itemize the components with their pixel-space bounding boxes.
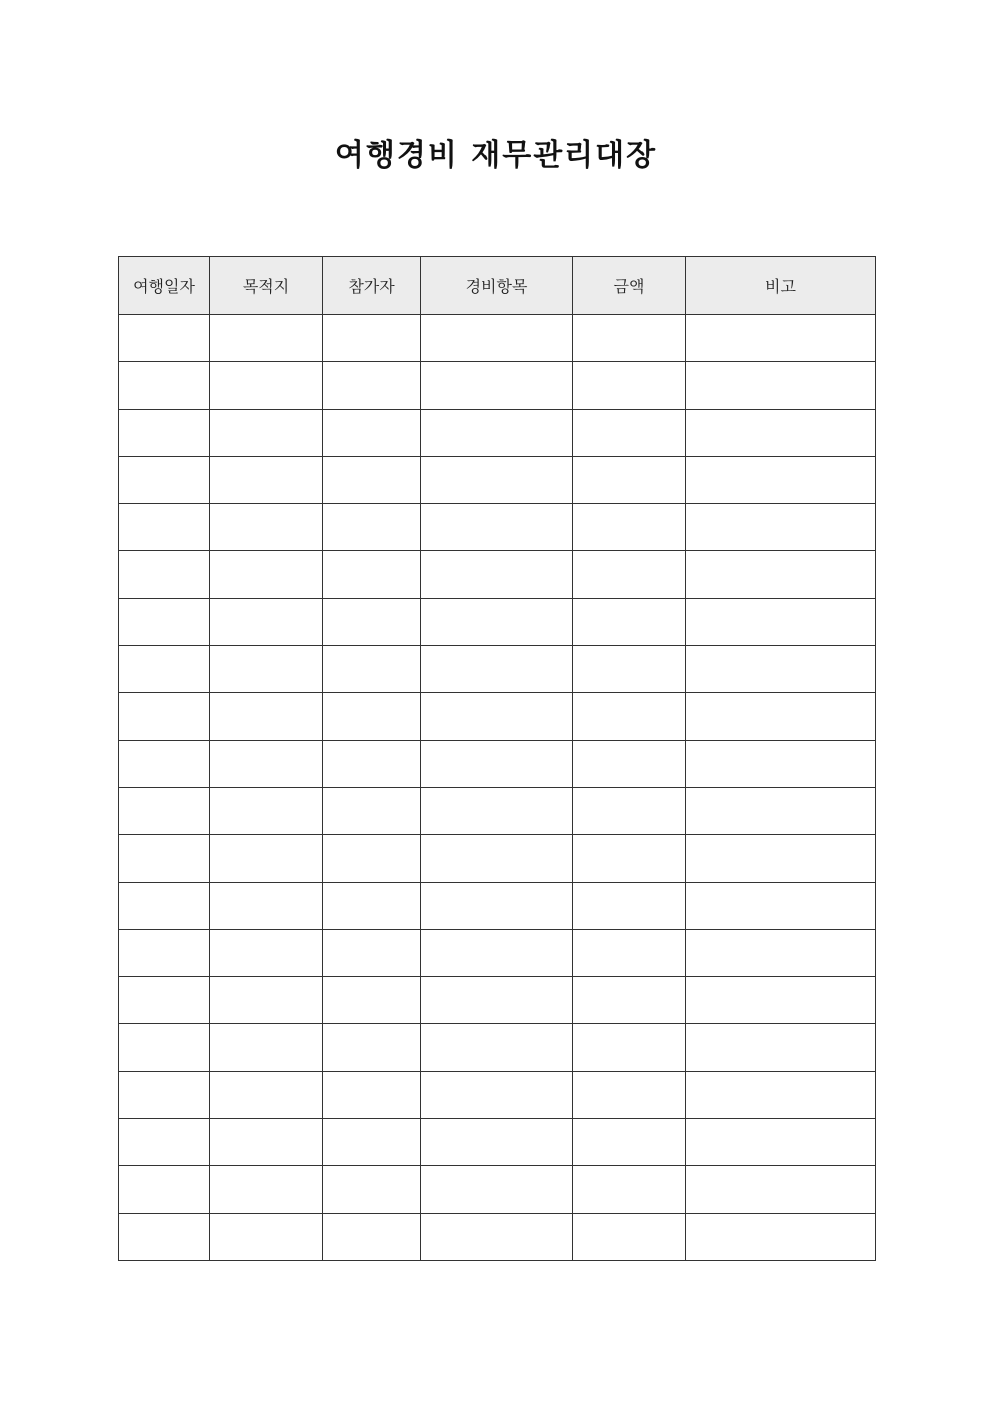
table-row <box>119 504 876 551</box>
cell-travel-date[interactable] <box>119 315 210 362</box>
cell-amount[interactable] <box>573 504 686 551</box>
document-title: 여행경비 재무관리대장 <box>334 138 658 173</box>
cell-participants[interactable] <box>323 1119 421 1166</box>
cell-participants[interactable] <box>323 646 421 693</box>
cell-remarks[interactable] <box>686 929 876 976</box>
cell-amount[interactable] <box>573 693 686 740</box>
cell-amount[interactable] <box>573 315 686 362</box>
cell-destination[interactable] <box>210 787 323 834</box>
cell-remarks[interactable] <box>686 504 876 551</box>
cell-amount[interactable] <box>573 835 686 882</box>
cell-amount[interactable] <box>573 456 686 503</box>
cell-destination[interactable] <box>210 362 323 409</box>
cell-amount[interactable] <box>573 740 686 787</box>
cell-travel-date[interactable] <box>119 551 210 598</box>
cell-travel-date[interactable] <box>119 1024 210 1071</box>
table-row <box>119 693 876 740</box>
cell-participants[interactable] <box>323 1166 421 1213</box>
cell-travel-date[interactable] <box>119 456 210 503</box>
cell-travel-date[interactable] <box>119 1071 210 1118</box>
cell-remarks[interactable] <box>686 1166 876 1213</box>
table-row <box>119 409 876 456</box>
cell-remarks[interactable] <box>686 1119 876 1166</box>
cell-participants[interactable] <box>323 882 421 929</box>
cell-travel-date[interactable] <box>119 882 210 929</box>
table-row <box>119 1213 876 1260</box>
cell-travel-date[interactable] <box>119 646 210 693</box>
cell-destination[interactable] <box>210 977 323 1024</box>
table-row <box>119 929 876 976</box>
cell-expense-item[interactable] <box>421 882 573 929</box>
cell-participants[interactable] <box>323 787 421 834</box>
cell-remarks[interactable] <box>686 787 876 834</box>
cell-participants[interactable] <box>323 1071 421 1118</box>
cell-remarks[interactable] <box>686 882 876 929</box>
column-header-expense-item: 경비항목 <box>421 257 573 315</box>
expense-ledger-table <box>118 256 876 1261</box>
cell-destination[interactable] <box>210 646 323 693</box>
table-row <box>119 1166 876 1213</box>
cell-travel-date[interactable] <box>119 787 210 834</box>
cell-travel-date[interactable] <box>119 1213 210 1260</box>
cell-participants[interactable] <box>323 693 421 740</box>
cell-expense-item[interactable] <box>421 1119 573 1166</box>
cell-amount[interactable] <box>573 1024 686 1071</box>
cell-amount[interactable] <box>573 1166 686 1213</box>
table-row <box>119 598 876 645</box>
cell-amount[interactable] <box>573 882 686 929</box>
cell-amount[interactable] <box>573 929 686 976</box>
cell-remarks[interactable] <box>686 1213 876 1260</box>
cell-travel-date[interactable] <box>119 740 210 787</box>
column-header-amount: 금액 <box>573 257 686 315</box>
cell-expense-item[interactable] <box>421 787 573 834</box>
cell-destination[interactable] <box>210 1166 323 1213</box>
cell-amount[interactable] <box>573 598 686 645</box>
cell-destination[interactable] <box>210 740 323 787</box>
table-row <box>119 835 876 882</box>
cell-participants[interactable] <box>323 740 421 787</box>
cell-remarks[interactable] <box>686 835 876 882</box>
cell-remarks[interactable] <box>686 456 876 503</box>
cell-participants[interactable] <box>323 315 421 362</box>
cell-amount[interactable] <box>573 1119 686 1166</box>
table-row <box>119 1119 876 1166</box>
cell-destination[interactable] <box>210 1071 323 1118</box>
cell-remarks[interactable] <box>686 1071 876 1118</box>
ledger-body <box>119 315 876 1261</box>
cell-travel-date[interactable] <box>119 977 210 1024</box>
cell-expense-item[interactable] <box>421 1024 573 1071</box>
cell-remarks[interactable] <box>686 646 876 693</box>
cell-expense-item[interactable] <box>421 693 573 740</box>
cell-expense-item[interactable] <box>421 551 573 598</box>
cell-remarks[interactable] <box>686 693 876 740</box>
cell-expense-item[interactable] <box>421 1213 573 1260</box>
table-row <box>119 315 876 362</box>
table-row <box>119 646 876 693</box>
cell-travel-date[interactable] <box>119 1119 210 1166</box>
cell-travel-date[interactable] <box>119 693 210 740</box>
cell-destination[interactable] <box>210 882 323 929</box>
cell-destination[interactable] <box>210 315 323 362</box>
cell-destination[interactable] <box>210 693 323 740</box>
cell-amount[interactable] <box>573 787 686 834</box>
cell-expense-item[interactable] <box>421 1071 573 1118</box>
cell-participants[interactable] <box>323 929 421 976</box>
table-row <box>119 456 876 503</box>
cell-amount[interactable] <box>573 1213 686 1260</box>
cell-destination[interactable] <box>210 1213 323 1260</box>
cell-travel-date[interactable] <box>119 504 210 551</box>
cell-participants[interactable] <box>323 1024 421 1071</box>
cell-travel-date[interactable] <box>119 1166 210 1213</box>
table-row <box>119 787 876 834</box>
cell-expense-item[interactable] <box>421 740 573 787</box>
table-row <box>119 977 876 1024</box>
cell-travel-date[interactable] <box>119 409 210 456</box>
cell-expense-item[interactable] <box>421 362 573 409</box>
table-row <box>119 882 876 929</box>
cell-remarks[interactable] <box>686 362 876 409</box>
cell-destination[interactable] <box>210 835 323 882</box>
cell-expense-item[interactable] <box>421 977 573 1024</box>
cell-amount[interactable] <box>573 646 686 693</box>
table-row <box>119 551 876 598</box>
table-row <box>119 740 876 787</box>
cell-expense-item[interactable] <box>421 929 573 976</box>
cell-expense-item[interactable] <box>421 504 573 551</box>
cell-participants[interactable] <box>323 835 421 882</box>
cell-amount[interactable] <box>573 1071 686 1118</box>
cell-destination[interactable] <box>210 1119 323 1166</box>
cell-destination[interactable] <box>210 929 323 976</box>
cell-remarks[interactable] <box>686 1024 876 1071</box>
cell-expense-item[interactable] <box>421 1166 573 1213</box>
cell-remarks[interactable] <box>686 409 876 456</box>
cell-expense-item[interactable] <box>421 456 573 503</box>
cell-remarks[interactable] <box>686 598 876 645</box>
cell-amount[interactable] <box>573 409 686 456</box>
cell-expense-item[interactable] <box>421 598 573 645</box>
cell-destination[interactable] <box>210 504 323 551</box>
table-row <box>119 1071 876 1118</box>
column-header-participants: 참가자 <box>323 257 421 315</box>
cell-destination[interactable] <box>210 551 323 598</box>
cell-participants[interactable] <box>323 504 421 551</box>
column-header-remarks: 비고 <box>686 257 876 315</box>
cell-remarks[interactable] <box>686 315 876 362</box>
cell-expense-item[interactable] <box>421 646 573 693</box>
column-header-destination: 목적지 <box>210 257 323 315</box>
cell-remarks[interactable] <box>686 740 876 787</box>
cell-remarks[interactable] <box>686 551 876 598</box>
cell-travel-date[interactable] <box>119 835 210 882</box>
cell-amount[interactable] <box>573 362 686 409</box>
cell-participants[interactable] <box>323 409 421 456</box>
cell-amount[interactable] <box>573 977 686 1024</box>
table-row <box>119 362 876 409</box>
cell-travel-date[interactable] <box>119 929 210 976</box>
header-row <box>119 257 876 315</box>
cell-participants[interactable] <box>323 456 421 503</box>
cell-participants[interactable] <box>323 977 421 1024</box>
table-row <box>119 1024 876 1071</box>
cell-destination[interactable] <box>210 456 323 503</box>
cell-destination[interactable] <box>210 598 323 645</box>
cell-destination[interactable] <box>210 409 323 456</box>
cell-participants[interactable] <box>323 598 421 645</box>
cell-travel-date[interactable] <box>119 598 210 645</box>
column-header-travel-date: 여행일자 <box>119 257 210 315</box>
cell-travel-date[interactable] <box>119 362 210 409</box>
cell-expense-item[interactable] <box>421 315 573 362</box>
cell-remarks[interactable] <box>686 977 876 1024</box>
cell-participants[interactable] <box>323 362 421 409</box>
cell-destination[interactable] <box>210 1024 323 1071</box>
cell-expense-item[interactable] <box>421 835 573 882</box>
cell-participants[interactable] <box>323 1213 421 1260</box>
cell-participants[interactable] <box>323 551 421 598</box>
cell-amount[interactable] <box>573 551 686 598</box>
cell-expense-item[interactable] <box>421 409 573 456</box>
